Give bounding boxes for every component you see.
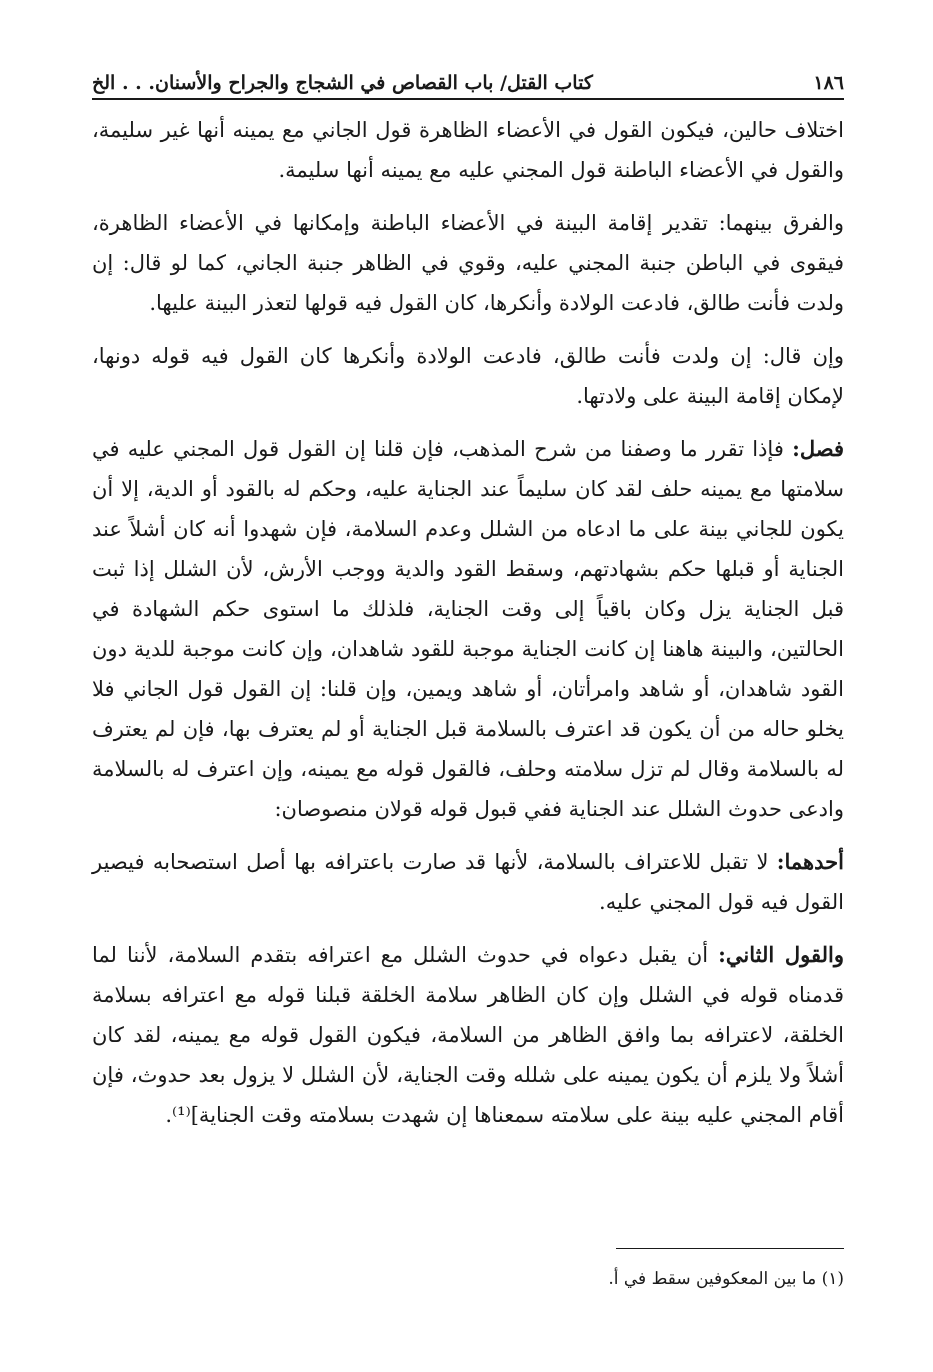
paragraph-lead: والقول الثاني: bbox=[718, 942, 844, 967]
paragraph-text: وإن قال: إن ولدت فأنت طالق، فادعت الولادة وأنكرها كان القول فيه قوله دونها، لإمكان إقامة البينة على ولادتها. bbox=[92, 344, 844, 408]
paragraph-1 bbox=[92, 110, 844, 190]
page-number: ١٨٦ bbox=[813, 72, 844, 94]
paragraph-lead: أحدهما: bbox=[776, 849, 844, 874]
footnote-divider bbox=[616, 1248, 844, 1249]
page-header bbox=[92, 60, 844, 100]
paragraph-4 bbox=[92, 429, 844, 829]
document-page bbox=[92, 60, 844, 1320]
body-text bbox=[92, 110, 844, 1135]
paragraph-2 bbox=[92, 203, 844, 323]
paragraph-3 bbox=[92, 336, 844, 416]
paragraph-lead: فصل: bbox=[792, 436, 844, 461]
paragraph-text: فإذا تقرر ما وصفنا من شرح المذهب، فإن قلنا إن القول قول المجني عليه في سلامتها مع يمينه حلف لقد كان سليماً عند الجناية عليه، وحكم له بالقود أو الدية، إلا أن يكون للجاني بينة على ما ادعاه من الشلل وعدم السلامة، فإن شهدوا أنه كان أشلاً عند الجناية أو قبلها حكم بشهادتهم، وسقط القود والدية ووجب الأرش، لأن الشلل إذا ثبت قبل الجناية يزل وكان باقياً إلى وقت الجناية، فلذلك ما استوى حكم الشهادة في الحالتين، والبينة هاهنا إن كانت الجناية موجبة للقود شاهدان، وإن كانت موجبة للدية دون القود شاهدان، أو شاهد وامرأتان، أو شاهد ويمين، وإن قلنا: إن القول قول الجاني فلا يخلو حاله من أن يكون قد اعترف بالسلامة قبل الجناية أو لم يعترف بها، فإن لم يعترف له بالسلامة وقال لم تزل سلامته وحلف، فالقول قوله مع يمينه، وإن اعترف له بالسلامة وادعى حدوث الشلل عند الجناية ففي قبول قوله قولان منصوصان: bbox=[92, 437, 845, 821]
paragraph-text: أن يقبل دعواه في حدوث الشلل مع اعترافه بتقدم السلامة، لأننا لما قدمناه قوله في الشلل وإن كان الظاهر سلامة الخلقة قبلنا قوله مع اعترافه بسلامة الخلقة، لاعترافه بما وافق الظاهر من السلامة، فيكون القول قوله مع يمينه، لقد كان أشلاً ولا يلزم أن يكون يمينه على شلله وقت الجناية، لأن الشلل لا يزول بعد حدوث، فإن أقام المجني عليه بينة على سلامته سمعناها إن شهدت بسلامته وقت الجناية]⁽¹⁾. bbox=[92, 943, 844, 1127]
paragraph-5 bbox=[92, 842, 844, 922]
footnote: (١) ما بين المعكوفين سقط في أ. bbox=[608, 1269, 844, 1289]
paragraph-text: والفرق بينهما: تقدير إقامة البينة في الأعضاء الباطنة وإمكانها في الأعضاء الظاهرة، فيقوى في الباطن جنبة المجني عليه، وقوي في الظاهر جنبة الجاني، كما لو قال: إن ولدت فأنت طالق، فادعت الولادة وأنكرها، كان القول فيه قولها لتعذر البينة عليها. bbox=[92, 211, 844, 315]
running-title: كتاب القتل/ باب القصاص في الشجاج والجراح والأسنان. . . الخ bbox=[92, 72, 593, 94]
paragraph-6 bbox=[92, 935, 844, 1135]
paragraph-text: لا تقبل للاعتراف بالسلامة، لأنها قد صارت باعترافه بها أصل استصحابه فيصير القول فيه قول المجني عليه. bbox=[92, 850, 844, 914]
paragraph-text: اختلاف حالين، فيكون القول في الأعضاء الظاهرة قول الجاني مع يمينه أنها غير سليمة، والقول في الأعضاء الباطنة قول المجني عليه مع يمينه أنها سليمة. bbox=[92, 118, 844, 182]
